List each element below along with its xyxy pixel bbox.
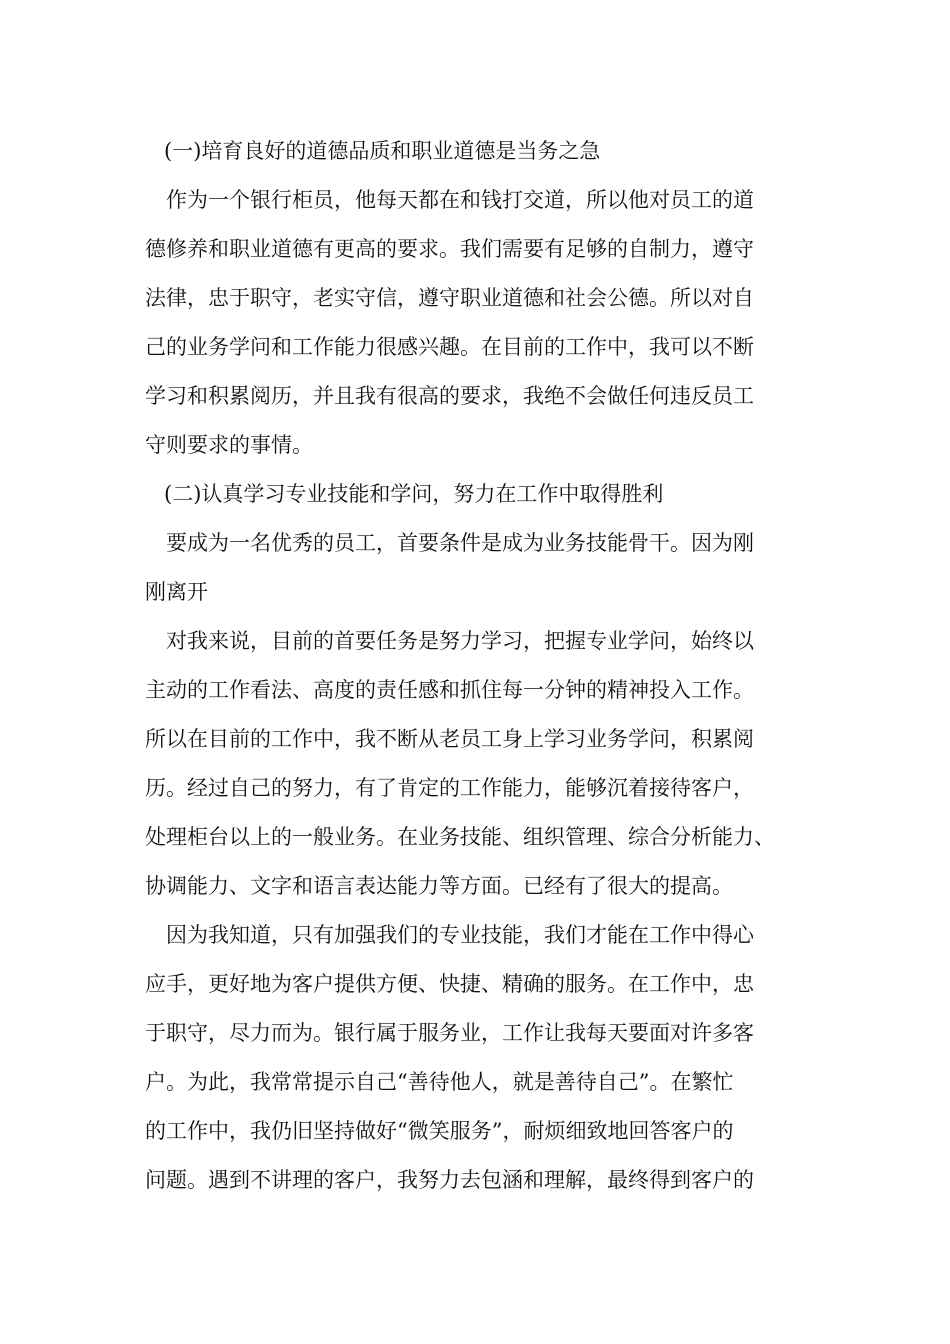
paragraph-4	[145, 911, 825, 1205]
text-line: 问题。遇到不讲理的客户，我努力去包涵和理解，最终得到客户的	[145, 1168, 754, 1192]
text-line: 于职守，尽力而为。银行属于服务业，工作让我每天要面对许多客	[145, 1021, 754, 1045]
text-line: 学习和积累阅历，并且我有很高的要求，我绝不会做任何违反员工	[145, 384, 754, 408]
text-line: 作为一个银行柜员，他每天都在和钱打交道，所以他对员工的道	[166, 188, 754, 212]
text-line: 户。为此，我常常提示自己“善待他人，就是善待自己”。在繁忙	[145, 1070, 734, 1094]
section-heading-1	[145, 127, 825, 176]
paragraph-3	[145, 617, 825, 911]
text-line: 德修养和职业道德有更高的要求。我们需要有足够的自制力，遵守	[145, 237, 754, 261]
document-body	[145, 127, 825, 1205]
text-line: 要成为一名优秀的员工，首要条件是成为业务技能骨干。因为刚	[166, 531, 754, 555]
text-line: 的工作中，我仍旧坚持做好“微笑服务”，耐烦细致地回答客户的	[145, 1119, 734, 1143]
section-heading-2	[145, 470, 825, 519]
text-line: 法律，忠于职守，老实守信，遵守职业道德和社会公德。所以对自	[145, 286, 754, 310]
text-line: 刚离开	[145, 580, 208, 604]
text-line: 主动的工作看法、高度的责任感和抓住每一分钟的精神投入工作。	[145, 678, 754, 702]
text-line: 对我来说，目前的首要任务是努力学习，把握专业学问，始终以	[166, 629, 754, 653]
text-line: 因为我知道，只有加强我们的专业技能，我们才能在工作中得心	[166, 923, 754, 947]
text-line: 应手，更好地为客户提供方便、快捷、精确的服务。在工作中，忠	[145, 972, 754, 996]
text-line: 处理柜台以上的一般业务。在业务技能、组织管理、综合分析能力、	[145, 825, 775, 849]
text-line: (一)培育良好的道德品质和职业道德是当务之急	[164, 139, 601, 163]
text-line: (二)认真学习专业技能和学问，努力在工作中取得胜利	[164, 482, 664, 506]
paragraph-2	[145, 519, 825, 617]
text-line: 守则要求的事情。	[145, 433, 313, 457]
text-line: 己的业务学问和工作能力很感兴趣。在目前的工作中，我可以不断	[145, 335, 754, 359]
text-line: 历。经过自己的努力，有了肯定的工作能力，能够沉着接待客户，	[145, 776, 754, 800]
text-line: 所以在目前的工作中，我不断从老员工身上学习业务学问，积累阅	[145, 727, 754, 751]
paragraph-1	[145, 176, 825, 470]
text-line: 协调能力、文字和语言表达能力等方面。已经有了很大的提高。	[145, 874, 733, 898]
